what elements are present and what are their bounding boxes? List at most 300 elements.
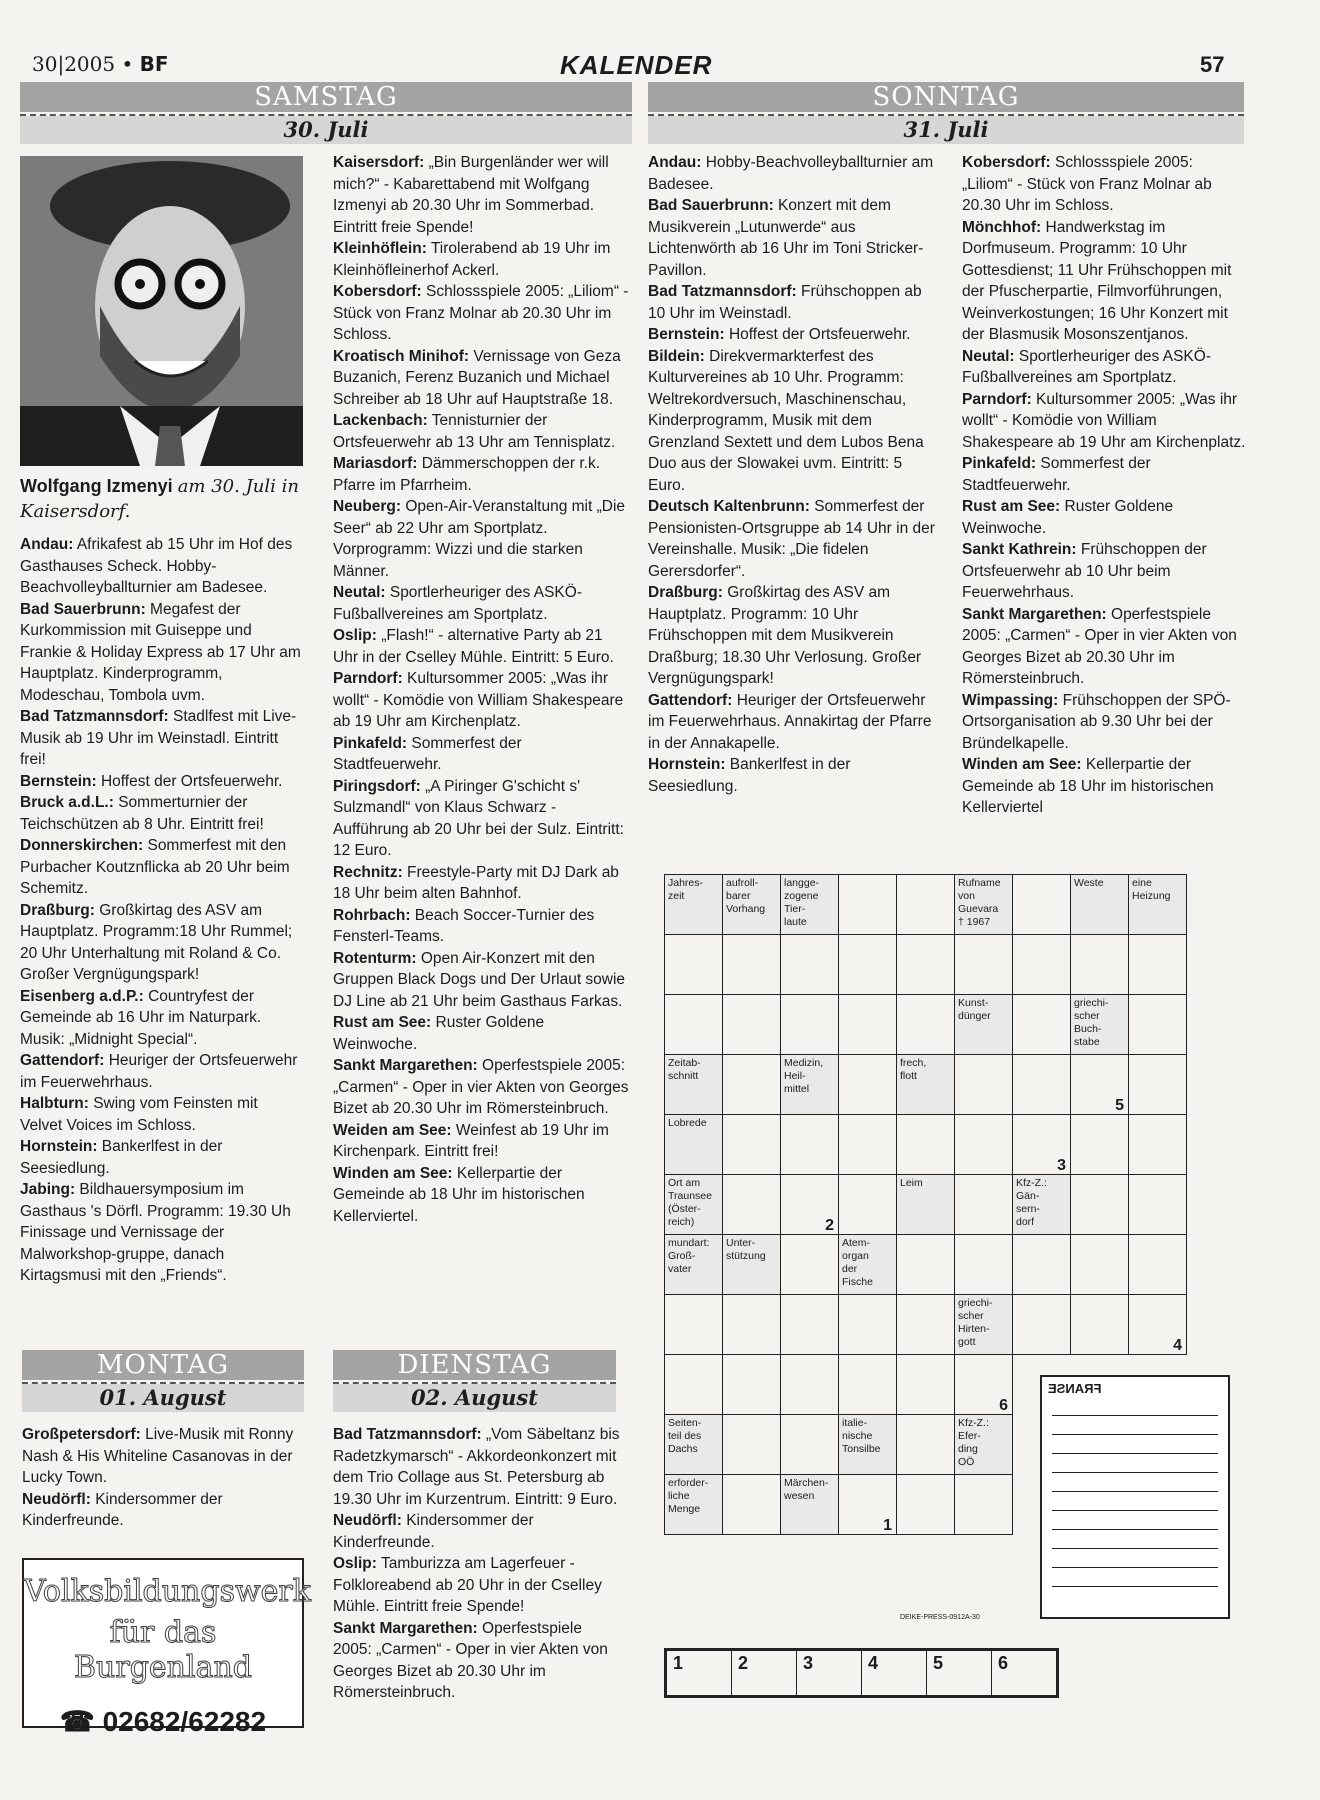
event-text: Ruster Goldene Weinwoche.	[962, 498, 1174, 537]
event-text: Open-Air-Veranstaltung mit „Die Seer“ ab 22 Uhr am Sportplatz. Vorprogramm: Wizzi und die starken Männer.	[333, 498, 626, 580]
clue-cell[interactable]	[1013, 1175, 1071, 1235]
event-entry	[333, 1510, 623, 1553]
event-entry	[962, 217, 1246, 346]
event-place: Rohrbach:	[333, 906, 411, 924]
clue-cell[interactable]	[665, 1175, 723, 1235]
answer-cell[interactable]	[781, 1175, 839, 1235]
answer-cell[interactable]	[665, 995, 723, 1055]
event-text: Sommerfest mit den Purbacher Koutznflicka ab 20 Uhr beim Schemitz.	[20, 837, 290, 897]
clue-text: Seiten- teil des Dachs	[665, 1415, 722, 1474]
answer-cell[interactable]	[897, 1115, 955, 1175]
event-place: Sankt Margarethen:	[962, 605, 1107, 623]
event-text: Swing vom Feinsten mit Velvet Voices im Schloss.	[20, 1095, 258, 1134]
event-text: Sportlerheuriger des ASKÖ-Fußballvereines am Sportplatz.	[333, 584, 582, 623]
solution-cell[interactable]: 6	[992, 1650, 1058, 1697]
event-text: Frühschoppen ab 10 Uhr im Weinstadl.	[648, 283, 922, 322]
monday-date: 01. August	[22, 1384, 304, 1412]
monday-events	[22, 1424, 304, 1532]
crossword-credit: DEIKE-PRESS-0912A-30	[900, 1614, 980, 1621]
answer-cell[interactable]	[897, 1295, 955, 1355]
clue-text: Märchen- wesen	[781, 1475, 838, 1534]
event-text: „Bin Burgenländer wer will mich?“ - Kabarettabend mit Wolfgang Izmenyi ab 20.30 Uhr im Sommerbad. Eintritt freie Spende!	[333, 154, 609, 236]
event-place: Andau:	[20, 536, 74, 553]
event-place: Kroatisch Minihof:	[333, 347, 470, 365]
event-entry	[20, 1179, 303, 1287]
event-place: Hornstein:	[20, 1138, 98, 1155]
answer-cell[interactable]	[839, 1115, 897, 1175]
answer-cell[interactable]	[723, 1295, 781, 1355]
event-place: Mariasdorf:	[333, 455, 418, 472]
clue-cell[interactable]	[781, 875, 839, 935]
event-entry	[648, 195, 938, 281]
clue-text: griechi- scher Hirten- gott	[955, 1295, 1012, 1354]
event-text: Operfestspiele 2005: „Carmen“ - Oper in vier Akten von Georges Bizet ab 20.30 Uhr im Römersteinbruch.	[333, 1619, 608, 1701]
event-entry	[333, 453, 631, 496]
solution-cell[interactable]: 1	[666, 1650, 732, 1697]
event-text: Bankerlfest in der Seesiedlung.	[648, 756, 851, 795]
section-title: KALENDER	[560, 50, 713, 80]
clue-text: Kfz-Z.: Gän- sern- dorf	[1013, 1175, 1070, 1234]
event-text: Tirolerabend ab 19 Uhr im Kleinhöfleinerhof Ackerl.	[333, 240, 611, 279]
clue-cell[interactable]	[665, 1475, 723, 1535]
clue-cell[interactable]	[665, 1235, 723, 1295]
page-number: 57	[1200, 52, 1225, 77]
event-entry	[333, 862, 631, 905]
event-place: Draßburg:	[648, 584, 723, 601]
event-entry	[20, 534, 303, 599]
event-entry	[333, 1424, 623, 1510]
monday-band: MONTAG	[22, 1350, 304, 1380]
answer-cell[interactable]	[839, 935, 897, 995]
answer-cell[interactable]	[723, 1175, 781, 1235]
answer-cell[interactable]	[1071, 1055, 1129, 1115]
answer-cell[interactable]	[1129, 1055, 1187, 1115]
answer-cell[interactable]	[839, 995, 897, 1055]
clue-text: erforder- liche Menge	[665, 1475, 722, 1534]
answer-cell[interactable]	[1129, 1295, 1187, 1355]
solution-cell[interactable]: 2	[732, 1650, 797, 1697]
event-place: Bad Tatzmannsdorf:	[333, 1426, 482, 1443]
event-entry	[333, 238, 631, 281]
event-place: Rust am See:	[333, 1014, 432, 1031]
photo-caption: Wolfgang Izmenyi am 30. Juli in Kaisersdorf.	[20, 476, 299, 522]
answer-cell[interactable]	[1071, 1115, 1129, 1175]
answer-cell[interactable]	[1013, 995, 1071, 1055]
clue-cell[interactable]	[1129, 875, 1187, 935]
answer-cell[interactable]	[1013, 1055, 1071, 1115]
event-entry	[648, 496, 938, 582]
event-text: Freestyle-Party mit DJ Dark ab 18 Uhr beim alten Bahnhof.	[333, 863, 619, 902]
event-place: Neutal:	[962, 347, 1015, 365]
event-place: Oslip:	[333, 627, 377, 644]
event-text: Megafest der Kurkommission mit Guiseppe und Frankie & Holiday Express ab 17 Uhr am Hauptplatz. Kinderprogramm, Modeschau, Tombola uvm.	[20, 600, 301, 704]
inset-grid	[1052, 1415, 1218, 1605]
event-entry	[648, 281, 938, 324]
answer-cell[interactable]	[1071, 1235, 1129, 1295]
solution-number: 4	[1173, 1337, 1182, 1354]
event-text: Schlossspiele 2005: „Liliom“ - Stück von Franz Molnar ab 20.30 Uhr im Schloss.	[333, 283, 629, 343]
answer-cell[interactable]	[1071, 1175, 1129, 1235]
clue-cell[interactable]	[781, 1475, 839, 1535]
answer-cell[interactable]	[955, 1115, 1013, 1175]
event-place: Mönchhof:	[962, 218, 1042, 236]
event-place: Bad Sauerbrunn:	[648, 197, 774, 214]
event-place: Bruck a.d.L.:	[20, 794, 114, 811]
event-place: Sankt Kathrein:	[962, 541, 1077, 558]
event-place: Winden am See:	[962, 756, 1082, 773]
event-entry	[648, 582, 938, 690]
answer-cell[interactable]	[1129, 1115, 1187, 1175]
answer-cell[interactable]	[897, 875, 955, 935]
event-place: Wimpassing:	[962, 691, 1059, 709]
event-entry	[20, 1093, 303, 1136]
event-place: Lackenbach:	[333, 412, 428, 429]
solution-cell[interactable]: 3	[797, 1650, 862, 1697]
answer-cell[interactable]	[955, 1235, 1013, 1295]
event-text: Hoffest der Ortsfeuerwehr.	[96, 772, 283, 790]
answer-cell[interactable]	[839, 1295, 897, 1355]
answer-cell[interactable]	[781, 935, 839, 995]
saturday-col1	[20, 534, 303, 1287]
answer-cell[interactable]	[723, 935, 781, 995]
ad-line1: Volksbildungswerk	[24, 1574, 311, 1609]
clue-cell[interactable]	[723, 875, 781, 935]
advertisement-box	[22, 1558, 311, 1737]
answer-cell[interactable]	[897, 1235, 955, 1295]
event-entry	[333, 1120, 631, 1163]
event-place: Piringsdorf:	[333, 777, 421, 795]
event-entry	[20, 900, 303, 986]
event-entry	[333, 948, 631, 1013]
clue-text: Zeitab- schnitt	[665, 1055, 722, 1114]
inset-label: FRANSE	[1048, 1381, 1102, 1396]
event-text: Sommerfest der Stadtfeuerwehr.	[962, 455, 1151, 494]
ad-phone: ☎ 02682/62282	[59, 1706, 267, 1737]
saturday-col2	[333, 152, 631, 1227]
answer-cell[interactable]	[1129, 935, 1187, 995]
event-place: Neudörfl:	[333, 1512, 402, 1529]
event-entry	[20, 1050, 303, 1093]
clue-text: Atem- organ der Fische	[839, 1235, 896, 1294]
event-place: Sankt Margarethen:	[333, 1057, 478, 1074]
event-place: Rechnitz:	[333, 863, 403, 881]
answer-cell[interactable]	[723, 995, 781, 1055]
event-place: Jabing:	[20, 1181, 76, 1198]
solution-number: 1	[883, 1517, 892, 1534]
solution-number: 2	[825, 1217, 834, 1234]
answer-cell[interactable]	[897, 1355, 955, 1415]
event-entry	[333, 905, 631, 948]
answer-cell[interactable]	[839, 1175, 897, 1235]
clue-cell[interactable]	[1071, 995, 1129, 1055]
clue-cell[interactable]	[665, 875, 723, 935]
event-entry	[962, 754, 1246, 819]
event-text: Hobby-Beachvolleyballturnier am Badesee.	[648, 154, 934, 193]
clue-text: Ort am Traunsee (Öster- reich)	[665, 1175, 722, 1234]
event-text: Ruster Goldene Weinwoche.	[333, 1014, 545, 1053]
clue-text: langge- zogene Tier- laute	[781, 875, 838, 934]
event-text: Schlossspiele 2005: „Liliom“ - Stück von Franz Molnar ab 20.30 Uhr im Schloss.	[962, 154, 1212, 214]
event-entry	[20, 1136, 303, 1179]
event-entry	[333, 625, 631, 668]
solution-number: 5	[1115, 1097, 1124, 1114]
event-entry	[333, 1012, 631, 1055]
event-place: Oslip:	[333, 1555, 377, 1572]
ad-line2: für das Burgenland	[74, 1615, 252, 1685]
tuesday-band: DIENSTAG	[333, 1350, 616, 1380]
saturday-band: SAMSTAG	[20, 82, 632, 112]
clue-cell[interactable]	[897, 1055, 955, 1115]
answer-cell[interactable]	[839, 875, 897, 935]
answer-cell[interactable]	[955, 1475, 1013, 1535]
clue-cell[interactable]	[781, 1055, 839, 1115]
event-text: Hoffest der Ortsfeuerwehr.	[724, 326, 911, 343]
answer-cell[interactable]	[665, 1295, 723, 1355]
event-text: Kultursommer 2005: „Was ihr wollt“ - Komödie von William Shakespeare ab 19 Uhr am Kirchenplatz.	[333, 670, 624, 730]
clue-cell[interactable]	[897, 1175, 955, 1235]
clue-cell[interactable]	[665, 1055, 723, 1115]
event-place: Neudörfl:	[22, 1490, 91, 1508]
answer-cell[interactable]	[955, 1355, 1013, 1415]
event-text: Afrikafest ab 15 Uhr im Hof des Gasthauses Scheck. Hobby-Beachvolleyballturnier am Badesee.	[20, 536, 293, 596]
answer-cell[interactable]	[1129, 1175, 1187, 1235]
clue-text: griechi- scher Buch- stabe	[1071, 995, 1128, 1054]
event-entry	[20, 835, 303, 900]
event-place: Pinkafeld:	[962, 455, 1037, 472]
event-entry	[22, 1489, 304, 1532]
event-place: Winden am See:	[333, 1164, 453, 1182]
event-entry	[962, 152, 1246, 217]
event-text: Sommerturnier der Teichschützen ab 8 Uhr. Eintritt frei!	[20, 794, 264, 833]
event-place: Bad Tatzmannsdorf:	[648, 283, 797, 300]
answer-cell[interactable]	[723, 1115, 781, 1175]
event-text: Bildhauersymposium im Gasthaus 's Dörfl. Programm: 19.30 Uh Finissage und Vernissage der Malworkshop-gruppe, danach Kirtagsmusi mit den „Friends“.	[20, 1181, 291, 1284]
event-place: Kobersdorf:	[333, 283, 422, 300]
answer-cell[interactable]	[897, 1475, 955, 1535]
event-place: Deutsch Kaltenbrunn:	[648, 498, 810, 515]
event-place: Rust am See:	[962, 498, 1061, 515]
clue-text: frech, flott	[897, 1055, 954, 1114]
event-text: Sommerfest der Stadtfeuerwehr.	[333, 734, 522, 773]
solution-cell[interactable]: 4	[862, 1650, 927, 1697]
event-text: Vernissage von Geza Buzanich, Ferenz Buzanich und Michael Schreiber ab 18 Uhr auf Hauptstraße 18.	[333, 347, 621, 408]
event-place: Großpetersdorf:	[22, 1426, 141, 1443]
event-place: Parndorf:	[962, 390, 1032, 408]
clue-text: Medizin, Heil- mittel	[781, 1055, 838, 1114]
event-place: Kobersdorf:	[962, 154, 1051, 171]
answer-cell[interactable]	[1013, 935, 1071, 995]
answer-cell[interactable]	[897, 995, 955, 1055]
answer-cell[interactable]	[897, 1415, 955, 1475]
clue-cell[interactable]	[955, 1295, 1013, 1355]
event-text: Frühschoppen der Ortsfeuerwehr ab 10 Uhr beim Feuerwehrhaus.	[962, 541, 1207, 601]
event-entry	[333, 1163, 631, 1228]
event-entry	[648, 754, 938, 797]
event-entry	[962, 453, 1246, 496]
event-text: Direkvermarkterfest des Kulturvereines ab 10 Uhr. Programm: Weltrekordversuch, Maschinenschau, Kinderprogramm, Musik mit dem Grenzland Sextett und dem Lubos Bena Duo aus der Slowakei uvm. Eintritt: 5 Euro.	[648, 347, 924, 494]
clue-text: Unter- stützung	[723, 1235, 780, 1294]
clue-text: Kfz-Z.: Efer- ding OÖ	[955, 1415, 1012, 1474]
event-text: Operfestspiele 2005: „Carmen“ - Oper in vier Akten von Georges Bizet ab 20.30 Uhr im Römersteinbruch.	[333, 1057, 629, 1117]
event-text: Stadlfest mit Live-Musik ab 19 Uhr im Weinstadl. Eintritt frei!	[20, 708, 297, 768]
event-text: Konzert mit dem Musikverein „Lutunwerde“ aus Lichtenwörth ab 16 Uhr im Toni Stricker-Pavillon.	[648, 197, 924, 279]
event-text: Kellerpartie der Gemeinde ab 18 Uhr im historischen Kellerviertel.	[333, 1164, 585, 1225]
clue-text: italie- nische Tonsilbe	[839, 1415, 896, 1474]
clue-cell[interactable]	[665, 1115, 723, 1175]
clue-text: Jahres- zeit	[665, 875, 722, 934]
answer-cell[interactable]	[1129, 1235, 1187, 1295]
event-place: Sankt Margarethen:	[333, 1619, 478, 1637]
event-place: Gattendorf:	[20, 1052, 105, 1069]
event-text: Sportlerheuriger des ASKÖ-Fußballvereines am Sportplatz.	[962, 347, 1211, 386]
event-entry	[962, 389, 1246, 454]
event-text: Beach Soccer-Turnier des Fensterl-Teams.	[333, 906, 595, 945]
event-text: Kultursommer 2005: „Was ihr wollt“ - Komödie von William Shakespeare ab 19 Uhr am Kirchenplatz.	[962, 390, 1246, 451]
event-place: Bad Sauerbrunn:	[20, 600, 146, 618]
event-text: „Flash!“ - alternative Party ab 21 Uhr in der Cselley Mühle. Eintritt: 5 Euro.	[333, 627, 614, 666]
answer-cell[interactable]	[723, 1055, 781, 1115]
event-place: Andau:	[648, 154, 702, 171]
answer-cell[interactable]	[1013, 1295, 1071, 1355]
event-text: Open Air-Konzert mit den Gruppen Black Dogs und Der Urlaut sowie DJ Line ab 21 Uhr beim Gasthaus Farkas.	[333, 949, 626, 1010]
answer-cell[interactable]	[1013, 1115, 1071, 1175]
clue-text: Leim	[897, 1175, 954, 1234]
answer-cell[interactable]	[1071, 1295, 1129, 1355]
answer-cell[interactable]	[1013, 875, 1071, 935]
sunday-date: 31. Juli	[648, 116, 1244, 144]
event-place: Neuberg:	[333, 498, 402, 515]
event-entry	[333, 776, 631, 862]
event-text: Heuriger der Ortsfeuerwehr im Feuerwehrhaus. Annakirtag der Pfarre in der Annakapelle.	[648, 691, 932, 752]
sunday-col2	[962, 152, 1246, 819]
event-entry	[648, 346, 938, 497]
event-entry	[333, 410, 631, 453]
event-place: Hornstein:	[648, 756, 726, 773]
portrait-photo	[20, 156, 303, 466]
event-place: Neutal:	[333, 584, 386, 601]
clue-text: Lobrede	[665, 1115, 722, 1174]
event-entry	[962, 496, 1246, 539]
event-entry	[333, 668, 631, 733]
answer-cell[interactable]	[897, 935, 955, 995]
event-place: Pinkafeld:	[333, 734, 408, 752]
answer-cell[interactable]	[839, 1055, 897, 1115]
event-text: „A Piringer G'schicht s' Sulzmandl“ von Klaus Schwarz - Aufführung ab 20 Uhr bei der Sulz. Eintritt: 12 Euro.	[333, 777, 624, 859]
answer-cell[interactable]	[1129, 995, 1187, 1055]
event-entry	[648, 152, 938, 195]
answer-cell[interactable]	[839, 1475, 897, 1535]
event-entry	[648, 690, 938, 755]
answer-cell[interactable]	[781, 995, 839, 1055]
event-entry	[20, 706, 303, 771]
event-place: Bad Tatzmannsdorf:	[20, 708, 169, 725]
event-text: Sommerfest der Pensionisten-Ortsgruppe ab 14 Uhr in der Vereinshalle. Musik: „Die fidelen Gerersdorfer“.	[648, 498, 935, 580]
answer-cell[interactable]	[781, 1235, 839, 1295]
event-place: Gattendorf:	[648, 691, 733, 709]
clue-cell[interactable]	[839, 1235, 897, 1295]
clue-cell[interactable]	[955, 1415, 1013, 1475]
event-entry	[333, 281, 631, 346]
solution-cell[interactable]: 5	[927, 1650, 992, 1697]
event-text: „Vom Säbeltanz bis Radetzkymarsch“ - Akkordeonkonzert mit dem Trio Collage aus St. Petersburg ab 19.30 Uhr im Kurzentrum. Eintritt: 9 Euro.	[333, 1426, 620, 1508]
answer-cell[interactable]	[723, 1475, 781, 1535]
event-entry	[962, 690, 1246, 755]
event-entry	[20, 771, 303, 793]
answer-cell[interactable]	[955, 935, 1013, 995]
event-text: Kindersommer der Kinderfreunde.	[333, 1512, 534, 1551]
clue-text: Rufname von Guevara † 1967	[955, 875, 1012, 934]
event-entry	[333, 1553, 623, 1618]
clue-cell[interactable]	[665, 1415, 723, 1475]
clue-text: aufroll- barer Vorhang	[723, 875, 780, 934]
event-entry	[20, 986, 303, 1051]
event-place: Bernstein:	[648, 326, 725, 343]
solution-number: 3	[1057, 1157, 1066, 1174]
event-place: Kleinhöflein:	[333, 240, 427, 257]
event-place: Donnerskirchen:	[20, 837, 144, 854]
clue-cell[interactable]	[723, 1235, 781, 1295]
event-entry	[20, 599, 303, 707]
answer-cell[interactable]	[781, 1115, 839, 1175]
event-entry	[333, 733, 631, 776]
answer-cell[interactable]	[723, 1355, 781, 1415]
event-entry	[962, 539, 1246, 604]
clue-cell[interactable]	[839, 1415, 897, 1475]
event-text: Tamburizza am Lagerfeuer - Folkloreabend ab 20 Uhr in der Cselley Mühle. Eintritt freie Spende!	[333, 1555, 602, 1615]
event-entry	[333, 496, 631, 582]
event-text: Countryfest der Gemeinde ab 16 Uhr im Naturpark. Musik: „Midnight Special“.	[20, 987, 262, 1048]
event-entry	[962, 604, 1246, 690]
sunday-band: SONNTAG	[648, 82, 1244, 112]
answer-cell[interactable]	[955, 1055, 1013, 1115]
clue-cell[interactable]	[1071, 875, 1129, 935]
answer-cell[interactable]	[781, 1355, 839, 1415]
answer-cell[interactable]	[665, 935, 723, 995]
event-text: Operfestspiele 2005: „Carmen“ - Oper in vier Akten von Georges Bizet ab 20.30 Uhr im Römersteinbruch.	[962, 605, 1237, 687]
event-place: Bernstein:	[20, 772, 97, 790]
event-place: Weiden am See:	[333, 1121, 452, 1139]
clue-cell[interactable]	[955, 875, 1013, 935]
event-text: Kellerpartie der Gemeinde ab 18 Uhr im historischen Kellerviertel	[962, 756, 1214, 816]
event-entry	[962, 346, 1246, 389]
event-text: Kindersommer der Kinderfreunde.	[22, 1490, 223, 1529]
event-text: Frühschoppen der SPÖ-Ortsorganisation ab 9.30 Uhr bei der Bründelkapelle.	[962, 691, 1231, 752]
event-text: Dämmerschoppen der r.k. Pfarre im Pfarrheim.	[333, 455, 601, 494]
answer-cell[interactable]	[1013, 1235, 1071, 1295]
sunday-col1	[648, 152, 938, 797]
event-text: Großkirtag des ASV am Hauptplatz. Programm:18 Uhr Rummel; 20 Uhr Unterhaltung mit Roland & Co. Großer Vergnügungspark!	[20, 901, 293, 983]
answer-cell[interactable]	[955, 1175, 1013, 1235]
answer-cell[interactable]	[1071, 935, 1129, 995]
event-entry	[333, 1055, 631, 1120]
event-text: Tennisturnier der Ortsfeuerwehr ab 13 Uhr am Tennisplatz.	[333, 412, 616, 451]
event-entry	[648, 324, 938, 346]
tuesday-date: 02. August	[333, 1384, 616, 1412]
event-entry	[22, 1424, 304, 1489]
clue-cell[interactable]	[955, 995, 1013, 1055]
answer-cell[interactable]	[723, 1415, 781, 1475]
answer-cell[interactable]	[839, 1355, 897, 1415]
clue-text: Kunst- dünger	[955, 995, 1012, 1054]
event-place: Draßburg:	[20, 901, 95, 919]
event-text: Heuriger der Ortsfeuerwehr im Feuerwehrhaus.	[20, 1052, 298, 1091]
tuesday-events	[333, 1424, 623, 1704]
answer-cell[interactable]	[781, 1295, 839, 1355]
answer-cell[interactable]	[781, 1415, 839, 1475]
event-place: Bildein:	[648, 347, 705, 365]
clue-text: eine Heizung	[1129, 875, 1186, 934]
answer-cell[interactable]	[665, 1355, 723, 1415]
